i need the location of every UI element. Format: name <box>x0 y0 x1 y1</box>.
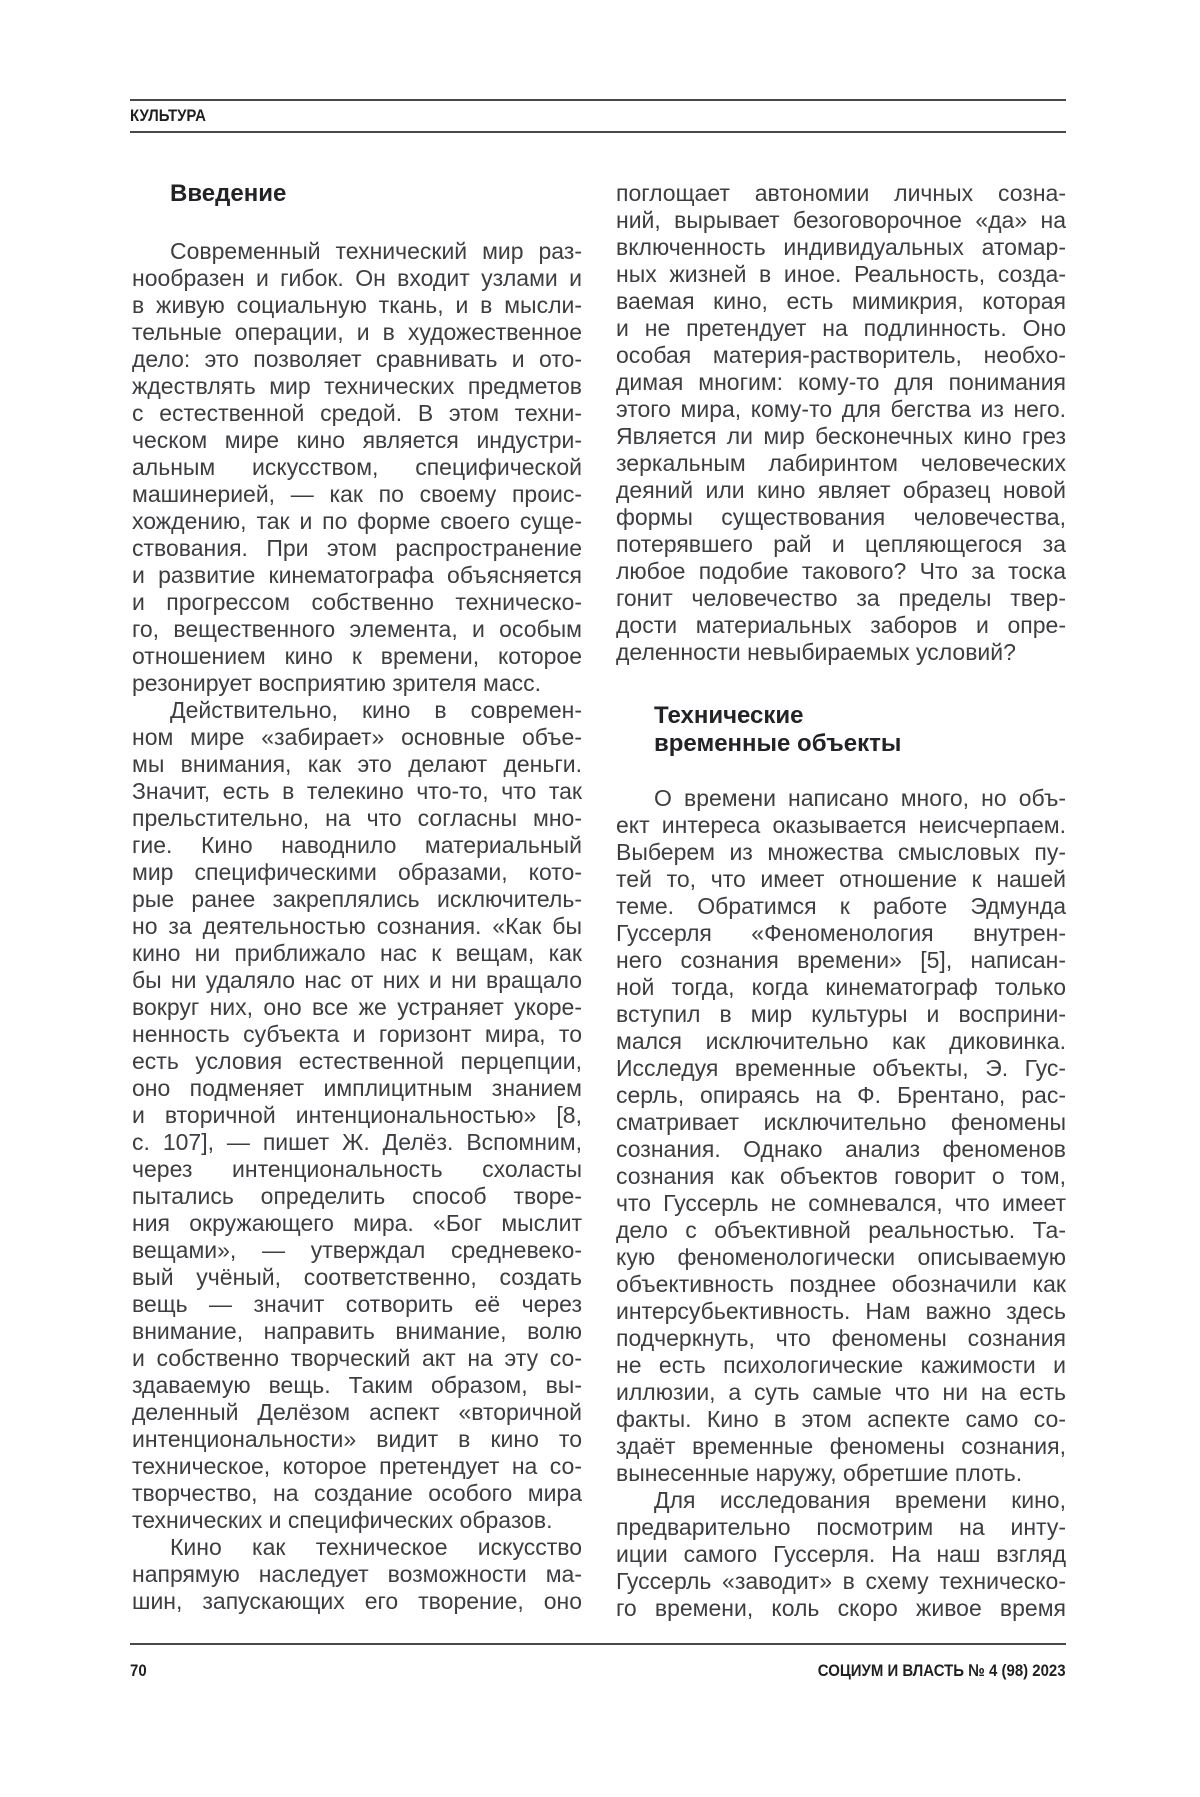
body-text-line: Для исследования времени кино, <box>654 1487 1066 1513</box>
page-footer <box>130 1643 1066 1681</box>
vertical-spacer <box>616 666 1066 702</box>
body-text-line: напрямую наследует возможности ма- <box>132 1561 582 1587</box>
page-number: 70 <box>130 1661 147 1680</box>
body-text-line: с. 107], — пишет Ж. Делёз. Вспомним, <box>132 1129 582 1155</box>
body-text-line: ных жизней в иное. Реальность, созда- <box>616 261 1066 287</box>
body-text-line: ния окружающего мира. «Бог мыслит <box>132 1210 582 1236</box>
body-text-line: включенность индивидуальных атомар- <box>616 234 1066 260</box>
body-text-line: мы внимания, как это делают деньги. <box>132 751 582 777</box>
journal-title-line: СОЦИУМ И ВЛАСТЬ № 4 (98) 2023 <box>818 1661 1066 1680</box>
body-text-line: интенциональности» видит в кино то <box>132 1426 582 1452</box>
body-text-line: кую феноменологически описываемую <box>616 1244 1066 1270</box>
body-text-line: Кино как техническое искусство <box>170 1534 582 1560</box>
body-text-line: вещь — значит сотворить её через <box>132 1291 582 1317</box>
vertical-spacer <box>616 758 1066 785</box>
body-text-line: ненность субъекта и горизонт мира, то <box>132 1021 582 1047</box>
body-text-line: шин, запускающих его творение, оно <box>132 1588 582 1614</box>
body-text-line: оно подменяет имплицитным знанием <box>132 1075 582 1101</box>
body-text-line: Выберем из множества смысловых пу- <box>616 839 1066 865</box>
body-text-line: Современный технический мир раз- <box>170 238 582 264</box>
body-text-line: го времени, коль скоро живое время <box>616 1595 1066 1621</box>
body-text-line: здаваемую вещь. Таким образом, вы- <box>132 1372 582 1398</box>
body-text-line: формы существования человечества, <box>616 504 1066 530</box>
body-text-line: пытались определить способ творе- <box>132 1183 582 1209</box>
body-text-line: хождению, так и по форме своего суще- <box>132 508 582 534</box>
page-header <box>130 99 1066 133</box>
body-text-line: что Гуссерль не сомневался, что имеет <box>616 1190 1066 1216</box>
body-text-line: бы ни удаляло нас от них и ни вращало <box>132 967 582 993</box>
body-text-line: иллюзии, а суть самые что ни на есть <box>616 1379 1066 1405</box>
body-text-line: Исследуя временные объекты, Э. Гус- <box>616 1055 1066 1081</box>
body-text-line: тей то, что имеет отношение к нашей <box>616 866 1066 892</box>
body-text-line: дости материальных заборов и опре- <box>616 612 1066 638</box>
body-text-line: Гуссерль «заводит» в схему техническо- <box>616 1568 1066 1594</box>
body-text-line: вступил в мир культуры и восприни- <box>616 1001 1066 1027</box>
section-heading-line: Введение <box>170 180 287 207</box>
body-text-line: через интенциональность схоласты <box>132 1156 582 1182</box>
body-text-line: го, вещественного элемента, и особым <box>132 616 582 642</box>
body-text-line: любое подобие такового? Что за тоска <box>616 558 1066 584</box>
body-text-line: рые ранее закреплялись исключитель- <box>132 886 582 912</box>
body-text-line: теме. Обратимся к работе Эдмунда <box>616 893 1066 919</box>
body-text-line: него сознания времени» [5], написан- <box>616 947 1066 973</box>
body-text-line: вещами», — утверждал средневеко- <box>132 1237 582 1263</box>
body-text-line: дело: это позволяет сравнивать и ото- <box>132 346 582 372</box>
body-text-line: деленный Делёзом аспект «вторичной <box>132 1399 582 1425</box>
body-text-line: ном мире «забирает» основные объе- <box>132 724 582 750</box>
body-text-line: димая многим: кому-то для понимания <box>616 369 1066 395</box>
body-text-line: Действительно, кино в современ- <box>170 697 582 723</box>
body-text-line: ний, вырывает безоговорочное «да» на <box>616 207 1066 233</box>
body-text-line: сматривает исключительно феномены <box>616 1109 1066 1135</box>
body-text-line: мался исключительно как диковинка. <box>616 1028 1066 1054</box>
body-text-line: вый учёный, соответственно, создать <box>132 1264 582 1290</box>
section-heading-line: временные объекты <box>654 730 902 757</box>
body-text-line: прельстительно, на что согласны мно- <box>132 805 582 831</box>
body-text-line: и вторичной интенциональностью» [8, <box>132 1102 582 1128</box>
body-text-line: но за деятельностью сознания. «Как бы <box>132 913 582 939</box>
section-heading-line: Технические <box>654 702 804 729</box>
body-text-line: Является ли мир бесконечных кино грез <box>616 423 1066 449</box>
body-text-line: гие. Кино наводнило материальный <box>132 832 582 858</box>
body-text-line: тельные операции, и в художественное <box>132 319 582 345</box>
body-text-line: вокруг них, оно все же устраняет укоре- <box>132 994 582 1020</box>
body-text-line: деяний или кино являет образец новой <box>616 477 1066 503</box>
body-text-line: вынесенные наружу, обретшие плоть. <box>616 1460 1023 1486</box>
body-text-line: ваемая кино, есть мимикрия, которая <box>616 288 1066 314</box>
body-text-line: нообразен и гибок. Он входит узлами и <box>132 265 582 291</box>
body-text-line: зеркальным лабиринтом человеческих <box>616 450 1066 476</box>
body-text-line: ческом мире кино является индустри- <box>132 427 582 453</box>
body-text-line: Гуссерля «Феноменология внутрен- <box>616 920 1066 946</box>
body-text-line: здаёт временные феномены сознания, <box>616 1433 1066 1459</box>
body-text-line: потерявшего рай и цепляющегося за <box>616 531 1066 557</box>
body-text-line: интерсубьективность. Нам важно здесь <box>616 1298 1066 1324</box>
body-text-line: гонит человечество за пределы твер- <box>616 585 1066 611</box>
body-text-line: этого мира, кому-то для бегства из него. <box>616 396 1066 422</box>
body-text-line: техническое, которое претендует на со- <box>132 1453 582 1479</box>
body-text-line: поглощает автономии личных созна- <box>616 180 1066 206</box>
body-text-line: машинерией, — как по своему проис- <box>132 481 582 507</box>
body-text-line: альным искусством, специфической <box>132 454 582 480</box>
body-text-line: ной тогда, когда кинематограф только <box>616 974 1066 1000</box>
body-text-line: кино ни приближало нас к вещам, как <box>132 940 582 966</box>
body-text-line: не есть психологические кажимости и <box>616 1352 1066 1378</box>
body-text-line: особая материя-растворитель, необхо- <box>616 342 1066 368</box>
body-text-line: и не претендует на подлинность. Оно <box>616 315 1066 341</box>
body-text-line: есть условия естественной перцепции, <box>132 1048 582 1074</box>
body-text-line: объективность позднее обозначили как <box>616 1271 1066 1297</box>
text-column-right <box>616 180 1066 1622</box>
body-text-line: Значит, есть в телекино что-то, что так <box>132 778 582 804</box>
body-text-line: ждествлять мир технических предметов <box>132 373 582 399</box>
body-text-line: предварительно посмотрим на инту- <box>616 1514 1066 1540</box>
body-text-line: дело с объективной реальностью. Та- <box>616 1217 1066 1243</box>
body-text-line: творчество, на создание особого мира <box>132 1480 582 1506</box>
body-text-line: и развитие кинематографа объясняется <box>132 562 582 588</box>
body-text-line: сознания. Однако анализ феноменов <box>616 1136 1066 1162</box>
body-text-line: сознания как объектов говорит о том, <box>616 1163 1066 1189</box>
body-text-line: отношением кино к времени, которое <box>132 643 582 669</box>
text-column-left <box>132 180 582 1615</box>
body-text-line: внимание, направить внимание, волю <box>132 1318 582 1344</box>
body-text-line: О времени написано много, но объ- <box>654 785 1066 811</box>
body-text-line: мир специфическими образами, кото- <box>132 859 582 885</box>
body-text-line: серль, опираясь на Ф. Брентано, рас- <box>616 1082 1066 1108</box>
body-text-line: подчеркнуть, что феномены сознания <box>616 1325 1066 1351</box>
vertical-spacer <box>132 208 582 238</box>
body-text-line: ствования. При этом распространение <box>132 535 582 561</box>
body-text-line: ект интереса оказывается неисчерпаем. <box>616 812 1066 838</box>
body-text-line: в живую социальную ткань, и в мысли- <box>132 292 582 318</box>
body-text-line: технических и специфических образов. <box>132 1507 553 1533</box>
body-text-line: иции самого Гуссерля. На наш взгляд <box>616 1541 1066 1567</box>
body-text-line: с естественной средой. В этом техни- <box>132 400 582 426</box>
body-text-line: деленности невыбираемых условий? <box>616 639 1016 665</box>
body-text-line: факты. Кино в этом аспекте само со- <box>616 1406 1066 1432</box>
body-text-line: и собственно творческий акт на эту со- <box>132 1345 582 1371</box>
body-text-line: резонирует восприятию зрителя масс. <box>132 670 542 696</box>
body-text-line: и прогрессом собственно техническо- <box>132 589 582 615</box>
section-label: КУЛЬТУРА <box>130 106 206 125</box>
